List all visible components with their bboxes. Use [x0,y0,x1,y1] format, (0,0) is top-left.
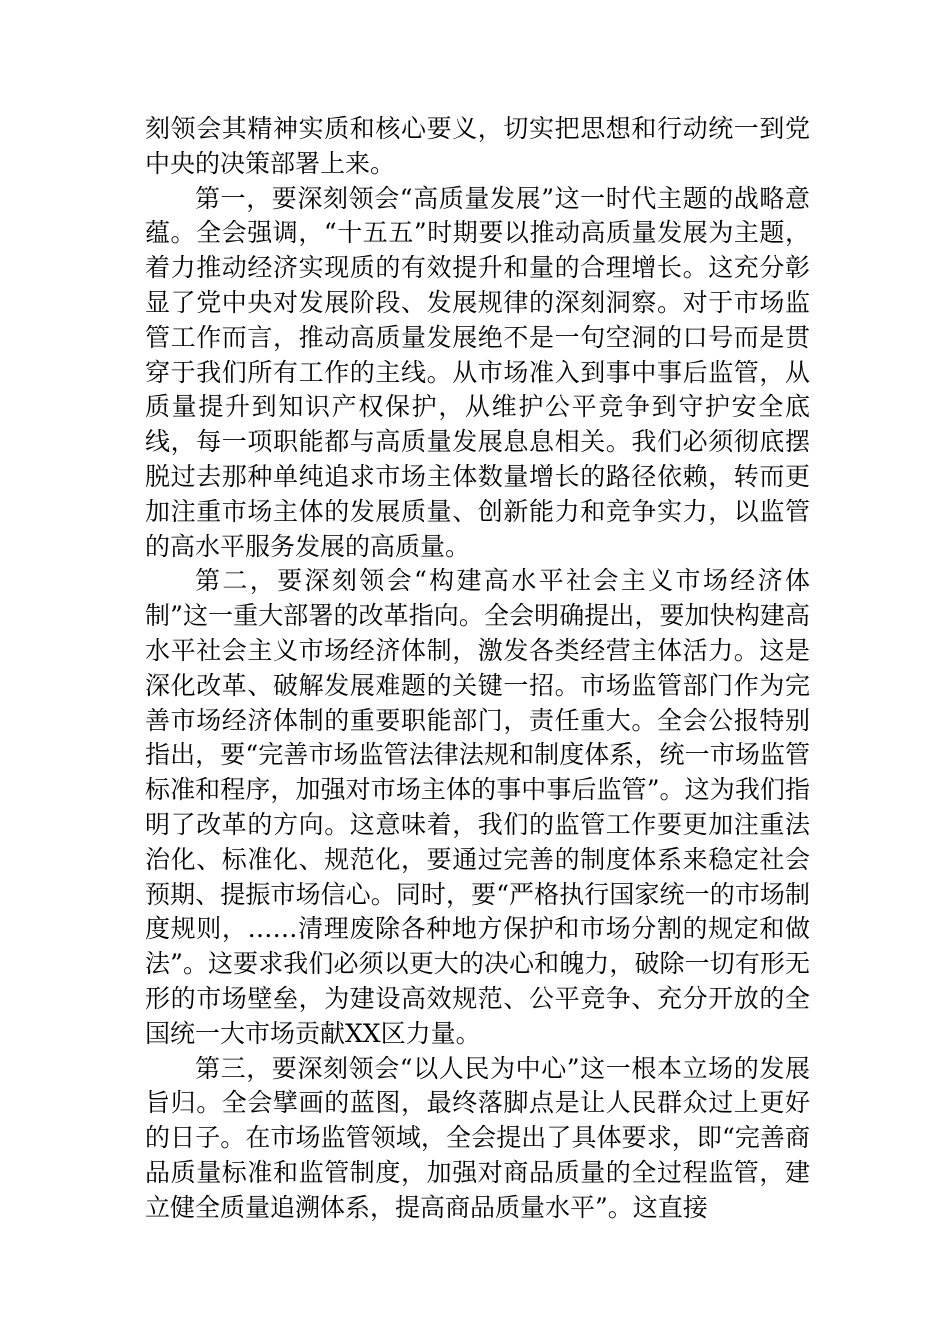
paragraph-first-point: 第一，要深刻领会“高质量发展”这一时代主题的战略意蕴。全会强调，“十五五”时期要以推动高质量发展为主题，着力推动经济实现质的有效提升和量的合理增长。这充分彰显了党中央对发展阶段、发展规律的深刻洞察。对于市场监管工作而言，推动高质量发展绝不是一句空洞的口号而是贯穿于我们所有工作的主线。从市场准入到事中事后监管，从质量提升到知识产权保护，从维护公平竞争到守护安全底线，每一项职能都与高质量发展息息相关。我们必须彻底摆脱过去那种单纯追求市场主体数量增长的路径依赖，转而更加注重市场主体的发展质量、创新能力和竞争实力，以监管的高水平服务发展的高质量。 [145,183,810,561]
paragraph-third-point: 第三，要深刻领会“以人民为中心”这一根本立场的发展旨归。全会擘画的蓝图，最终落脚点是让人民群众过上更好的日子。在市场监管领域，全会提出了具体要求，即“完善商品质量标准和监管制度，加强对商品质量的全过程监管，建立健全质量追溯体系，提高商品质量水平”。这直接 [145,1053,810,1222]
paragraph-second-point: 第二，要深刻领会“构建高水平社会主义市场经济体制”这一重大部署的改革指向。全会明确提出，要加快构建高水平社会主义市场经济体制，激发各类经营主体活力。这是深化改革、破解发展难题的关键一招。市场监管部门作为完善市场经济体制的重要职能部门，责任重大。全会公报特别指出，要“完善市场监管法律法规和制度体系，统一市场监管标准和程序，加强对市场主体的事中事后监管”。这为我们指明了改革的方向。这意味着，我们的监管工作要更加注重法治化、标准化、规范化，要通过完善的制度体系来稳定社会预期、提振市场信心。同时，要“严格执行国家统一的市场制度规则，……清理废除各种地方保护和市场分割的规定和做法”。这要求我们必须以更大的决心和魄力，破除一切有形无形的市场壁垒，为建设高效规范、公平竞争、充分开放的全国统一大市场贡献XX区力量。 [145,566,810,1048]
paragraph-continuation: 刻领会其精神实质和核心要义，切实把思想和行动统一到党中央的决策部署上来。 [145,114,810,178]
document-page [145,112,810,1226]
